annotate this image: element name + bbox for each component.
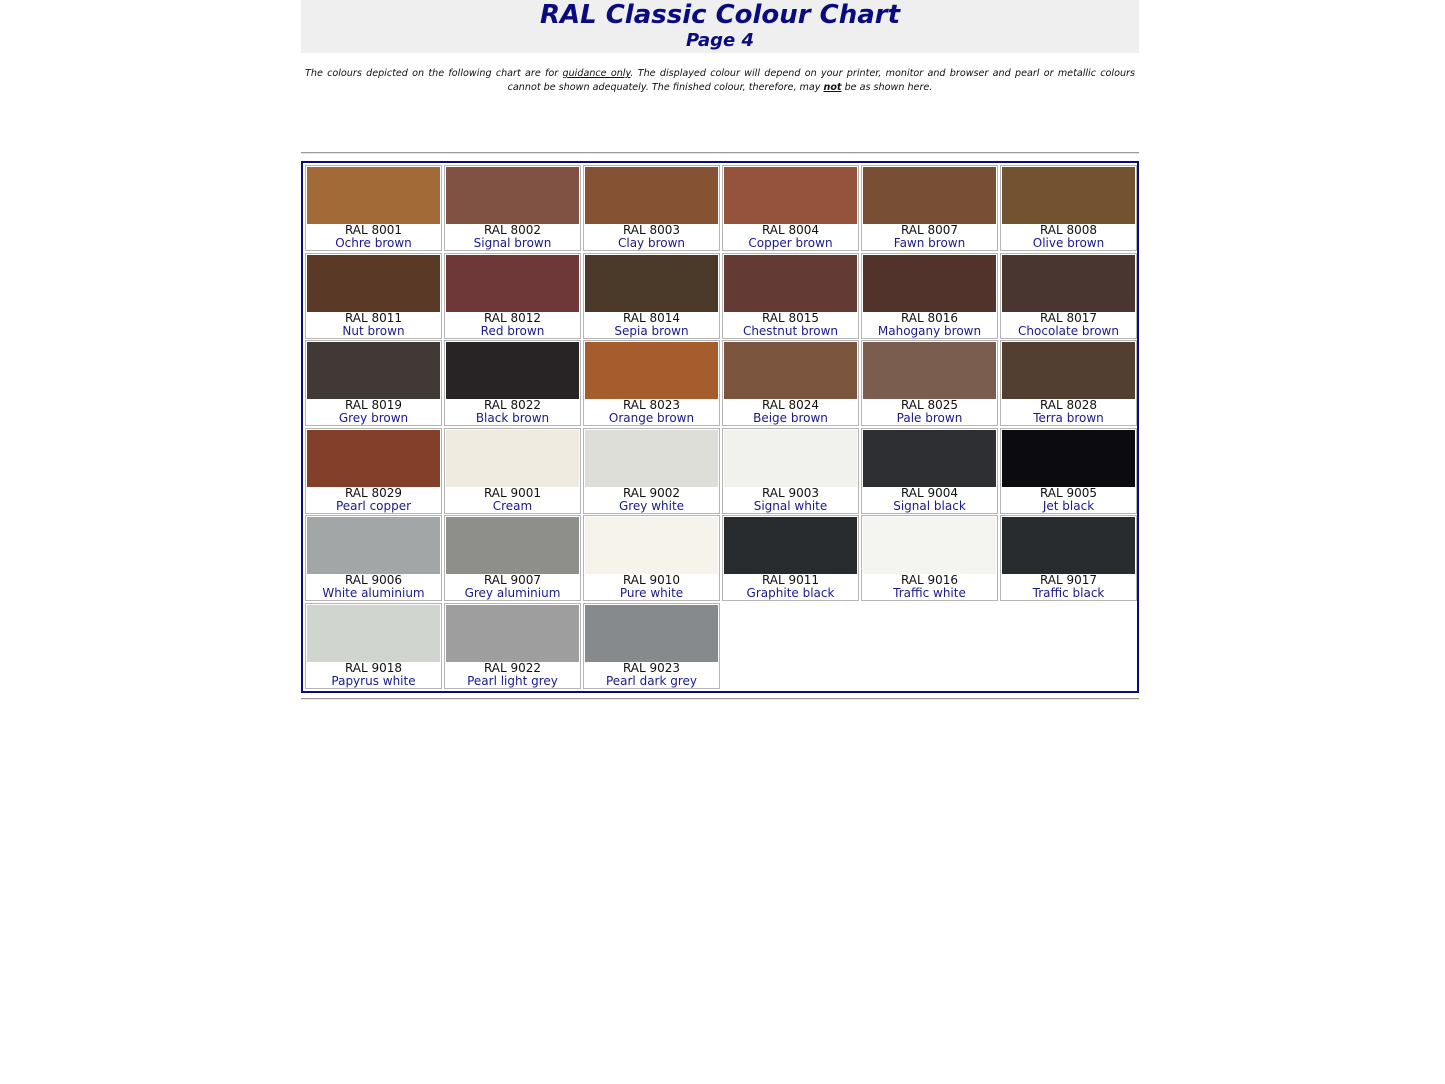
disclaimer-part-1: The colours depicted on the following chart are for xyxy=(305,68,563,79)
colour-code: RAL 8017 xyxy=(1039,310,1098,325)
colour-name: Pure white xyxy=(619,586,684,601)
colour-swatch xyxy=(307,342,440,399)
colour-code: RAL 8024 xyxy=(761,398,820,413)
colour-name: Chocolate brown xyxy=(1018,323,1119,338)
colour-cell xyxy=(861,428,998,514)
colour-code: RAL 9006 xyxy=(344,573,403,588)
colour-name: Terra brown xyxy=(1033,411,1104,426)
colour-cell xyxy=(444,515,581,601)
disclaimer-part-3: be as shown here. xyxy=(841,82,933,93)
colour-code: RAL 8008 xyxy=(1039,223,1098,237)
colour-swatch xyxy=(446,167,579,224)
colour-code: RAL 8014 xyxy=(622,310,681,325)
colour-name: Chestnut brown xyxy=(742,323,839,338)
colour-name: Signal white xyxy=(753,498,828,513)
colour-name: Pearl copper xyxy=(335,498,412,513)
colour-name: Mahogany brown xyxy=(877,323,982,338)
colour-name: Ochre brown xyxy=(335,236,412,250)
colour-code: RAL 8028 xyxy=(1039,398,1098,413)
colour-name: Traffic white xyxy=(893,586,966,601)
colour-name: Papyrus white xyxy=(331,673,416,688)
colour-swatch xyxy=(1002,517,1135,574)
colour-code: RAL 8011 xyxy=(344,310,403,325)
colour-cell xyxy=(861,340,998,426)
colour-code: RAL 9017 xyxy=(1039,573,1098,588)
colour-code: RAL 9016 xyxy=(900,573,959,588)
colour-code: RAL 8025 xyxy=(900,398,959,413)
colour-swatch xyxy=(724,167,857,224)
colour-code: RAL 8004 xyxy=(761,223,820,237)
colour-swatch xyxy=(307,167,440,224)
colour-swatch xyxy=(1002,255,1135,312)
colour-name: Red brown xyxy=(480,323,545,338)
colour-name: Nut brown xyxy=(342,323,405,338)
colour-cell xyxy=(1000,165,1137,251)
colour-code: RAL 9002 xyxy=(622,485,681,500)
colour-cell xyxy=(583,253,720,339)
colour-cell xyxy=(1000,340,1137,426)
colour-swatch xyxy=(307,517,440,574)
colour-cell xyxy=(722,165,859,251)
colour-swatch xyxy=(585,430,718,487)
disclaimer-part-2: . The displayed colour will depend on your printer, monitor and browser and pearl or metallic colours cannot be shown adequately. The finished colour, therefore, may xyxy=(507,68,1135,93)
colour-swatch xyxy=(724,517,857,574)
colour-cell xyxy=(722,340,859,426)
colour-swatch xyxy=(1002,430,1135,487)
colour-cell xyxy=(861,165,998,251)
colour-cell xyxy=(583,515,720,601)
colour-code: RAL 9004 xyxy=(900,485,959,500)
colour-swatch xyxy=(863,342,996,399)
colour-name: Sepia brown xyxy=(614,323,689,338)
colour-cell xyxy=(722,253,859,339)
colour-code: RAL 8007 xyxy=(900,223,959,237)
colour-name: Olive brown xyxy=(1032,236,1105,250)
colour-code: RAL 8012 xyxy=(483,310,542,325)
disclaimer-guidance: guidance only xyxy=(562,68,631,79)
colour-name: Jet black xyxy=(1042,498,1095,513)
colour-cell xyxy=(722,515,859,601)
disclaimer-text xyxy=(305,67,1135,95)
colour-swatch xyxy=(446,342,579,399)
colour-swatch xyxy=(585,167,718,224)
colour-cell xyxy=(305,428,442,514)
colour-swatch xyxy=(585,342,718,399)
colour-cell xyxy=(444,165,581,251)
colour-swatch xyxy=(724,430,857,487)
colour-swatch xyxy=(1002,342,1135,399)
colour-code: RAL 9001 xyxy=(483,485,542,500)
colour-cell xyxy=(305,165,442,251)
colour-name: Grey brown xyxy=(338,411,409,426)
colour-code: RAL 8002 xyxy=(483,223,542,237)
colour-cell xyxy=(722,428,859,514)
colour-cell xyxy=(861,253,998,339)
colour-swatch xyxy=(585,517,718,574)
colour-cell xyxy=(305,253,442,339)
colour-code: RAL 9018 xyxy=(344,660,403,675)
colour-name: Copper brown xyxy=(748,236,833,250)
colour-code: RAL 9005 xyxy=(1039,485,1098,500)
colour-cell xyxy=(444,340,581,426)
colour-name: Cream xyxy=(492,498,533,513)
colour-cell xyxy=(305,515,442,601)
colour-code: RAL 8015 xyxy=(761,310,820,325)
divider-top xyxy=(301,152,1139,154)
colour-code: RAL 9011 xyxy=(761,573,820,588)
colour-cell xyxy=(1000,515,1137,601)
colour-swatch xyxy=(585,605,718,662)
colour-code: RAL 9003 xyxy=(761,485,820,500)
colour-name: Grey white xyxy=(618,498,685,513)
colour-name: Pale brown xyxy=(896,411,963,426)
colour-swatch xyxy=(307,605,440,662)
colour-code: RAL 8022 xyxy=(483,398,542,413)
colour-code: RAL 8019 xyxy=(344,398,403,413)
colour-code: RAL 8029 xyxy=(344,485,403,500)
colour-cell xyxy=(583,165,720,251)
page xyxy=(301,0,1139,688)
colour-swatch xyxy=(307,430,440,487)
colour-code: RAL 8016 xyxy=(900,310,959,325)
colour-cell xyxy=(444,428,581,514)
colour-swatch xyxy=(863,167,996,224)
colour-swatch xyxy=(1002,167,1135,224)
colour-cell xyxy=(305,603,442,689)
colour-name: Grey aluminium xyxy=(464,586,561,601)
colour-name: Pearl dark grey xyxy=(605,673,698,688)
colour-name: Graphite black xyxy=(746,586,835,601)
colour-cell xyxy=(305,340,442,426)
colour-chart-table xyxy=(301,161,1139,693)
colour-code: RAL 9023 xyxy=(622,660,681,675)
colour-cell xyxy=(444,253,581,339)
disclaimer-emphasis: not xyxy=(823,82,842,93)
colour-swatch xyxy=(863,255,996,312)
colour-cell xyxy=(583,340,720,426)
colour-name: Signal black xyxy=(893,498,966,513)
colour-cell xyxy=(1000,253,1137,339)
colour-swatch xyxy=(724,342,857,399)
colour-name: White aluminium xyxy=(322,586,425,601)
colour-swatch xyxy=(724,255,857,312)
colour-code: RAL 9022 xyxy=(483,660,542,675)
colour-cell xyxy=(583,603,720,689)
colour-name: Beige brown xyxy=(753,411,828,426)
colour-name: Traffic black xyxy=(1032,586,1105,601)
colour-swatch xyxy=(307,255,440,312)
colour-swatch xyxy=(446,255,579,312)
colour-grid xyxy=(305,165,1137,689)
colour-name: Pearl light grey xyxy=(467,673,558,688)
colour-name: Fawn brown xyxy=(893,236,966,250)
colour-code: RAL 8001 xyxy=(344,223,403,237)
page-title: RAL Classic Colour Chart xyxy=(539,0,901,30)
colour-swatch xyxy=(446,517,579,574)
colour-code: RAL 8003 xyxy=(622,223,681,237)
colour-name: Orange brown xyxy=(608,411,695,426)
page-subtitle: Page 4 xyxy=(685,30,755,51)
colour-cell xyxy=(444,603,581,689)
divider-bottom xyxy=(301,698,1139,700)
colour-name: Clay brown xyxy=(617,236,686,250)
colour-code: RAL 9007 xyxy=(483,573,542,588)
colour-swatch xyxy=(863,517,996,574)
colour-cell xyxy=(861,515,998,601)
colour-swatch xyxy=(585,255,718,312)
colour-code: RAL 9010 xyxy=(622,573,681,588)
colour-swatch xyxy=(863,430,996,487)
colour-code: RAL 8023 xyxy=(622,398,681,413)
colour-cell xyxy=(583,428,720,514)
colour-swatch xyxy=(446,605,579,662)
colour-name: Black brown xyxy=(475,411,550,426)
colour-name: Signal brown xyxy=(473,236,552,250)
header-banner xyxy=(301,0,1139,53)
colour-cell xyxy=(1000,428,1137,514)
colour-swatch xyxy=(446,430,579,487)
